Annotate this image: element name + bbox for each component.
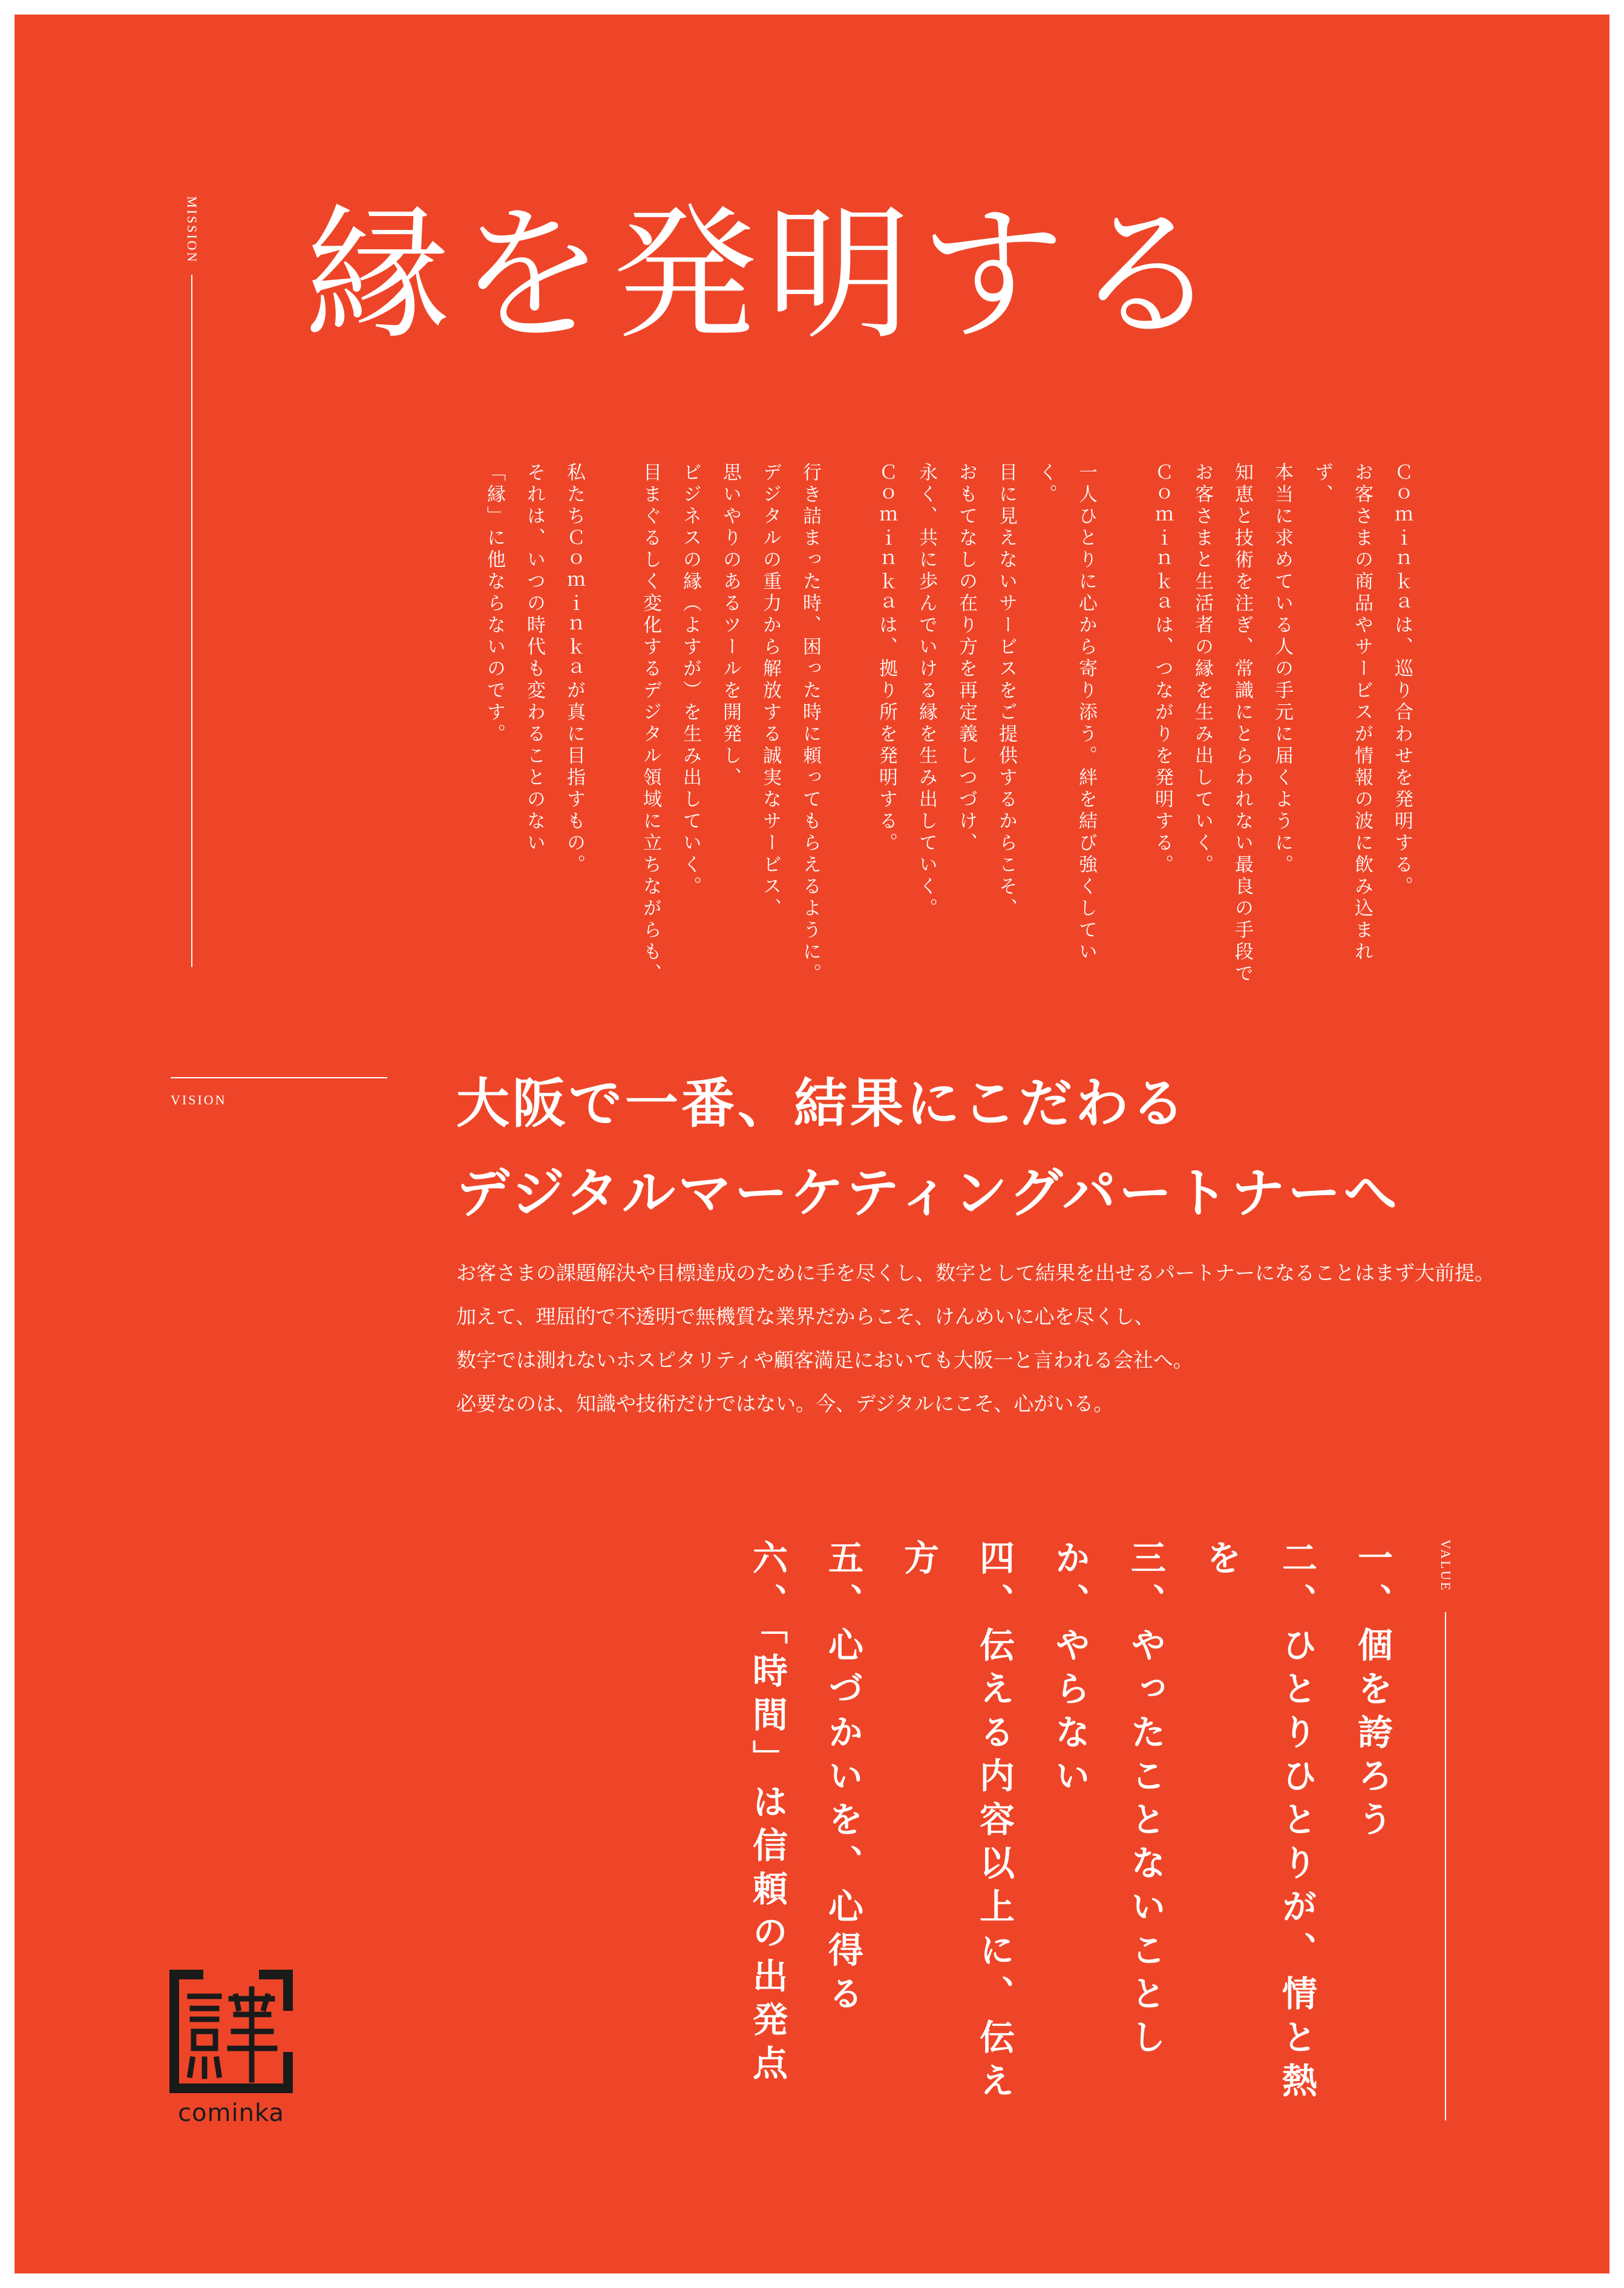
value-list <box>729 1539 1410 2145</box>
mission-line: 目まぐるしく変化するデジタル領域に立ちながらも、 <box>640 462 661 985</box>
mission-label: MISSION <box>185 196 200 264</box>
kizuna-seal-icon <box>168 1968 294 2094</box>
value-item: 六、「時間」は信頼の出発点 <box>747 1539 788 2088</box>
vision-body-line: 加えて、理屈的で不透明で無機質な業界だからこそ、けんめいに心を尽くし、 <box>456 1305 1154 1328</box>
vision-headline-line: 大阪で一番、結果にこだわる <box>456 1072 1188 1135</box>
mission-line: 本当に求めている人の手元に届くように。 <box>1271 462 1293 876</box>
value-label: VALUE <box>1438 1539 1453 1592</box>
mission-line: Ｃｏｍｉｎｋａは、つながりを発明する。 <box>1151 462 1173 876</box>
mission-line: 思いやりのあるツールを開発し、 <box>719 462 741 789</box>
vision-body <box>456 1251 1495 1426</box>
mission-title: 縁を発明する <box>305 190 1228 359</box>
value-item: 二、ひとりひとりが、情と熱を <box>1200 1539 1317 2106</box>
vision-divider <box>171 1077 387 1078</box>
value-item: 一、個を誇ろう <box>1352 1539 1393 1844</box>
mission-line: お客さまと生活者の縁を生み出していく。 <box>1191 462 1213 876</box>
vision-body-line: お客さまの課題解決や目標達成のために手を尽くし、数字として結果を出せるパートナーになることはまず大前提。 <box>456 1261 1495 1285</box>
value-item: 三、やったことないことしか、やらない <box>1049 1539 1166 2062</box>
mission-divider <box>191 275 192 967</box>
poster <box>15 15 1609 2273</box>
mission-line: おもてなしの在り方を再定義しつづけ、 <box>955 462 977 854</box>
vision-headline <box>456 1058 1400 1237</box>
vision-body-line: 数字では測れないホスピタリティや顧客満足においても大阪一と言われる会社へ。 <box>456 1348 1193 1372</box>
mission-line: ビジネスの縁（よすが）を生み出していく。 <box>679 462 701 898</box>
vision-label: VISION <box>171 1092 227 1107</box>
logo-text: cominka <box>178 2099 284 2127</box>
mission-line: 知恵と技術を注ぎ、常識にとらわれない最良の手段で <box>1231 462 1253 985</box>
logo <box>168 1968 294 2127</box>
mission-line: デジタルの重力から解放する誠実なサービス、 <box>759 462 781 920</box>
vision-body-line: 必要なのは、知識や技術だけではない。今、デジタルにこそ、心がいる。 <box>456 1392 1114 1415</box>
mission-line: お客さまの商品やサービスが情報の波に飲み込まれず、 <box>1311 462 1373 963</box>
mission-line: Ｃｏｍｉｎｋａは、巡り合わせを発明する。 <box>1391 462 1413 898</box>
mission-line: 目に見えないサービスをご提供するからこそ、 <box>995 462 1017 920</box>
vision-headline-line: デジタルマーケティングパートナーへ <box>456 1161 1400 1224</box>
mission-line: Ｃｏｍｉｎｋａは、拠り所を発明する。 <box>876 462 897 854</box>
mission-line: それは、いつの時代も変わることのない <box>523 462 545 854</box>
value-divider <box>1445 1612 1446 2120</box>
value-item: 四、伝える内容以上に、伝え方 <box>898 1539 1015 2106</box>
mission-line: 一人ひとりに心から寄り添う。絆を結び強くしていく。 <box>1035 462 1097 963</box>
mission-line: 行き詰まった時、困った時に頼ってもらえるように。 <box>799 462 821 985</box>
mission-line: 「縁」に他ならないのです。 <box>483 462 505 746</box>
value-item: 五、心づかいを、心得る <box>822 1539 863 2019</box>
mission-line: 永く、共に歩んでいける縁を生み出していく。 <box>915 462 937 920</box>
mission-body <box>474 462 1422 995</box>
mission-line: 私たちＣｏｍｉｎｋａが真に目指すもの。 <box>563 462 585 876</box>
